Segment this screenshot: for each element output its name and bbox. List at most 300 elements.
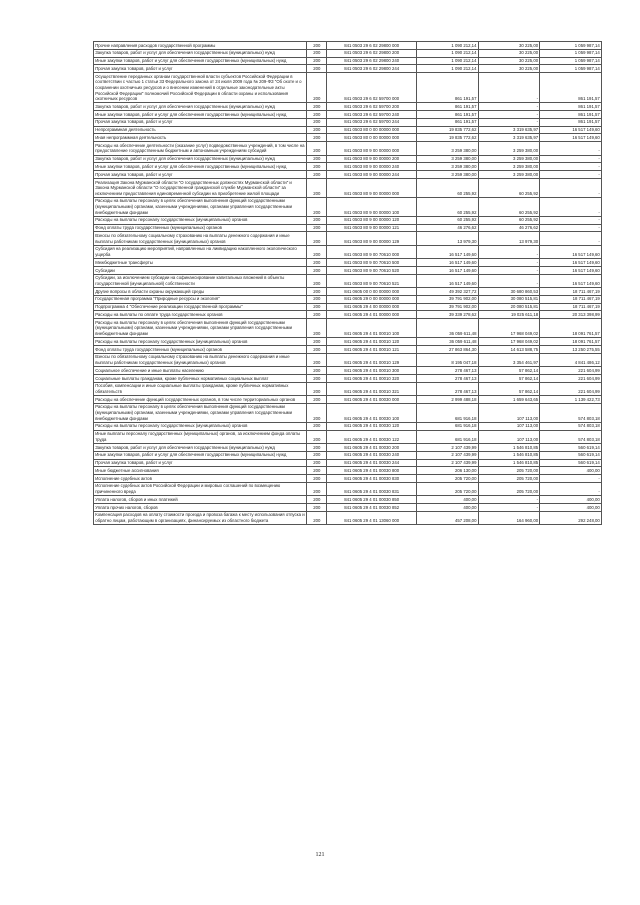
row-name-cell: Расходы на выплаты персоналу в целях обеспечения выполнения функций государственными (муниципальными) органами, казенными учреждениями, органами управления государственными внебюджетными фондами	[94, 319, 307, 338]
row-classification-code-cell: 841 0503 80 9 00 70610 500	[327, 259, 417, 267]
row-executed-amount-cell: 30 225,00	[478, 65, 540, 73]
row-unexecuted-amount-cell: 13 250 275,55	[540, 345, 602, 353]
row-approved-amount-cell: 39 791 902,00	[417, 303, 479, 311]
row-name-cell: Субсидия на реализацию мероприятий, направленных на ликвидацию накопленного экологического ущерба	[94, 245, 307, 258]
row-classification-code-cell: 841 0605 29 4 01 00030 120	[327, 422, 417, 430]
row-kvr-cell: 200	[307, 232, 327, 245]
row-classification-code-cell: 841 0605 29 4 01 00010 100	[327, 319, 417, 338]
row-name-cell: Реализация Закона Мурманской области "О государственных должностях Мурманской области" и Закона Мурманской области "О государственной гражданской службе Мурманской области" за исключением предоставления единовременной субсидии на приобретение жилой площади	[94, 178, 307, 197]
row-classification-code-cell: 841 0605 29 4 01 00010 320	[327, 374, 417, 382]
row-kvr-cell: 200	[307, 338, 327, 346]
table-row	[94, 459, 602, 467]
row-classification-code-cell: 841 0605 29 4 01 00000 000	[327, 311, 417, 319]
row-kvr-cell: 200	[307, 451, 327, 459]
table-row	[94, 295, 602, 303]
row-unexecuted-amount-cell: 16 517 149,60	[540, 274, 602, 287]
row-classification-code-cell: 841 0605 29 4 01 00030 122	[327, 430, 417, 443]
table-row	[94, 303, 602, 311]
row-approved-amount-cell: 861 191,57	[417, 118, 479, 126]
row-classification-code-cell: 841 0605 29 4 01 00010 129	[327, 353, 417, 366]
row-executed-amount-cell: -	[478, 111, 540, 119]
row-approved-amount-cell: 457 208,00	[417, 511, 479, 524]
row-kvr-cell: 200	[307, 134, 327, 142]
table-row	[94, 57, 602, 65]
row-executed-amount-cell: 3 259 380,00	[478, 171, 540, 179]
row-name-cell: Иные закупки товаров, работ и услуг для обеспечения государственных (муниципальных) нужд	[94, 451, 307, 459]
row-name-cell: Иные закупки товаров, работ и услуг для обеспечения государственных (муниципальных) нужд	[94, 111, 307, 119]
row-approved-amount-cell: 205 720,00	[417, 482, 479, 495]
row-name-cell: Исполнение судебных актов Российской Федерации и мировых соглашений по возмещению причиненного вреда	[94, 482, 307, 495]
row-unexecuted-amount-cell: -	[540, 163, 602, 171]
row-approved-amount-cell: 681 916,18	[417, 422, 479, 430]
row-classification-code-cell: 841 0503 80 9 00 00000 129	[327, 232, 417, 245]
row-unexecuted-amount-cell: 16 517 149,60	[540, 245, 602, 258]
row-classification-code-cell: 841 0503 29 6 02 59700 000	[327, 73, 417, 103]
row-classification-code-cell: 841 0605 29 4 01 00010 321	[327, 382, 417, 395]
row-approved-amount-cell: 400,00	[417, 496, 479, 504]
row-unexecuted-amount-cell: 16 517 149,60	[540, 134, 602, 142]
row-approved-amount-cell: 2 107 439,99	[417, 443, 479, 451]
row-executed-amount-cell: 3 319 635,97	[478, 126, 540, 134]
row-classification-code-cell: 841 0605 29 4 01 00010 121	[327, 345, 417, 353]
row-name-cell: Фонд оплаты труда государственных (муниципальных) органов	[94, 224, 307, 232]
table-row	[94, 319, 602, 338]
row-executed-amount-cell: 107 113,00	[478, 403, 540, 422]
row-classification-code-cell: 841 0503 80 0 00 00000 000	[327, 126, 417, 134]
row-name-cell: Расходы на выплаты персоналу в целях обеспечения выполнения функций государственными (муниципальными) органами, казенными учреждениями, органами управления государственными внебюджетными фондами	[94, 197, 307, 216]
row-classification-code-cell: 841 0503 80 9 00 00000 100	[327, 197, 417, 216]
row-kvr-cell: 200	[307, 403, 327, 422]
row-kvr-cell: 200	[307, 49, 327, 57]
row-executed-amount-cell: 1 546 810,85	[478, 459, 540, 467]
row-approved-amount-cell: 16 517 149,60	[417, 266, 479, 274]
row-approved-amount-cell: 16 517 149,60	[417, 245, 479, 258]
row-unexecuted-amount-cell: 1 059 987,14	[540, 49, 602, 57]
row-name-cell: Подпрограмма 4 "Обеспечение реализации государственной программы"	[94, 303, 307, 311]
table-row	[94, 126, 602, 134]
row-classification-code-cell: 841 0605 00 0 00 00000 000	[327, 288, 417, 296]
row-unexecuted-amount-cell: 1 059 987,14	[540, 57, 602, 65]
table-row	[94, 197, 602, 216]
row-classification-code-cell: 841 0503 29 6 02 59700 240	[327, 111, 417, 119]
row-executed-amount-cell: 205 720,00	[478, 467, 540, 475]
row-unexecuted-amount-cell: 574 803,18	[540, 403, 602, 422]
row-approved-amount-cell: 2 107 439,99	[417, 459, 479, 467]
row-approved-amount-cell: 16 517 149,60	[417, 274, 479, 287]
table-row	[94, 511, 602, 524]
row-executed-amount-cell: 3 259 380,00	[478, 155, 540, 163]
table-row	[94, 382, 602, 395]
row-approved-amount-cell: 861 191,57	[417, 111, 479, 119]
row-kvr-cell: 200	[307, 443, 327, 451]
table-row	[94, 216, 602, 224]
row-executed-amount-cell: 60 255,92	[478, 197, 540, 216]
row-approved-amount-cell: 2 999 488,18	[417, 396, 479, 404]
row-name-cell: Взносы по обязательному социальному страхованию на выплаты денежного содержания и иные выплаты работникам государственных (муниципальных) органов	[94, 353, 307, 366]
row-approved-amount-cell: 681 916,18	[417, 430, 479, 443]
row-name-cell: Прочая закупка товаров, работ и услуг	[94, 118, 307, 126]
row-classification-code-cell: 841 0605 29 4 01 00030 850	[327, 496, 417, 504]
table-row	[94, 65, 602, 73]
row-approved-amount-cell: 19 835 772,62	[417, 126, 479, 134]
table-row	[94, 103, 602, 111]
row-name-cell: Прочая закупка товаров, работ и услуг	[94, 65, 307, 73]
row-executed-amount-cell: -	[478, 103, 540, 111]
row-name-cell: Закупка товаров, работ и услуг для обеспечения государственных (муниципальных) нужд	[94, 443, 307, 451]
row-name-cell: Прочая закупка товаров, работ и услуг	[94, 459, 307, 467]
row-executed-amount-cell: 3 259 380,00	[478, 142, 540, 155]
row-approved-amount-cell: 206 130,00	[417, 467, 479, 475]
table-row	[94, 403, 602, 422]
row-approved-amount-cell: 49 392 327,72	[417, 288, 479, 296]
row-unexecuted-amount-cell: -	[540, 224, 602, 232]
row-unexecuted-amount-cell: 16 517 149,60	[540, 266, 602, 274]
row-name-cell: Уплата прочих налогов, сборов	[94, 504, 307, 512]
row-approved-amount-cell: 681 916,18	[417, 403, 479, 422]
row-approved-amount-cell: 861 191,57	[417, 73, 479, 103]
row-name-cell: Фонд оплаты труда государственных (муниципальных) органов	[94, 345, 307, 353]
table-row	[94, 118, 602, 126]
row-executed-amount-cell: 60 255,92	[478, 216, 540, 224]
row-executed-amount-cell: -	[478, 274, 540, 287]
row-unexecuted-amount-cell: 400,00	[540, 496, 602, 504]
row-executed-amount-cell: 30 680 860,53	[478, 288, 540, 296]
row-classification-code-cell: 841 0503 80 9 00 00000 120	[327, 216, 417, 224]
row-executed-amount-cell: 205 720,00	[478, 482, 540, 495]
row-executed-amount-cell: 17 968 049,02	[478, 338, 540, 346]
row-kvr-cell: 200	[307, 311, 327, 319]
row-name-cell: Исполнение судебных актов	[94, 475, 307, 483]
table-row	[94, 274, 602, 287]
row-name-cell: Закупка товаров, работ и услуг для обеспечения государственных (муниципальных) нужд	[94, 155, 307, 163]
row-name-cell: Субсидии, за исключением субсидии на софинансирование капитальных вложений в объекты государственной (муниципальной) собственности	[94, 274, 307, 287]
row-name-cell: Иные закупки товаров, работ и услуг для обеспечения государственных (муниципальных) нужд	[94, 163, 307, 171]
row-executed-amount-cell: 1 659 643,65	[478, 396, 540, 404]
row-kvr-cell: 200	[307, 396, 327, 404]
row-executed-amount-cell: 3 259 380,00	[478, 163, 540, 171]
row-approved-amount-cell: 60 255,92	[417, 197, 479, 216]
row-classification-code-cell: 841 0503 80 9 00 00000 240	[327, 163, 417, 171]
row-name-cell: Субсидии	[94, 266, 307, 274]
row-kvr-cell: 200	[307, 178, 327, 197]
row-approved-amount-cell: 205 720,00	[417, 475, 479, 483]
row-executed-amount-cell: 60 255,92	[478, 178, 540, 197]
row-unexecuted-amount-cell: 861 191,57	[540, 118, 602, 126]
row-kvr-cell: 200	[307, 171, 327, 179]
row-classification-code-cell: 841 0503 80 9 00 70610 521	[327, 274, 417, 287]
row-unexecuted-amount-cell: -	[540, 197, 602, 216]
row-kvr-cell: 200	[307, 374, 327, 382]
row-approved-amount-cell: 36 059 611,48	[417, 338, 479, 346]
row-unexecuted-amount-cell: -	[540, 155, 602, 163]
row-executed-amount-cell: -	[478, 504, 540, 512]
table-row	[94, 73, 602, 103]
row-approved-amount-cell: 1 090 212,14	[417, 49, 479, 57]
row-unexecuted-amount-cell: -	[540, 216, 602, 224]
row-unexecuted-amount-cell: 18 091 761,57	[540, 319, 602, 338]
row-name-cell: Расходы на обеспечение функций государственных органов, в том числе территориальных органов	[94, 396, 307, 404]
row-unexecuted-amount-cell: 560 619,14	[540, 443, 602, 451]
row-approved-amount-cell: 278 467,13	[417, 374, 479, 382]
row-classification-code-cell: 841 0605 29 4 01 00030 800	[327, 467, 417, 475]
table-row	[94, 42, 602, 50]
row-name-cell: Другие вопросы в области охраны окружающей среды	[94, 288, 307, 296]
row-kvr-cell: 200	[307, 382, 327, 395]
row-kvr-cell: 200	[307, 266, 327, 274]
table-row	[94, 266, 602, 274]
row-executed-amount-cell: -	[478, 73, 540, 103]
row-unexecuted-amount-cell: 16 517 149,60	[540, 259, 602, 267]
row-unexecuted-amount-cell: 574 803,18	[540, 430, 602, 443]
row-kvr-cell: 200	[307, 475, 327, 483]
row-executed-amount-cell: 14 613 588,75	[478, 345, 540, 353]
row-classification-code-cell: 841 0605 29 4 01 00030 831	[327, 482, 417, 495]
table-row	[94, 396, 602, 404]
row-unexecuted-amount-cell: 574 803,18	[540, 422, 602, 430]
row-classification-code-cell: 841 0605 29 4 01 00030 830	[327, 475, 417, 483]
row-executed-amount-cell: 57 862,14	[478, 367, 540, 375]
table-row	[94, 49, 602, 57]
row-unexecuted-amount-cell: 221 604,99	[540, 382, 602, 395]
row-name-cell: Социальные выплаты гражданам, кроме публичных нормативных социальных выплат	[94, 374, 307, 382]
row-executed-amount-cell: 19 025 611,18	[478, 311, 540, 319]
row-classification-code-cell: 841 0605 29 0 00 00000 000	[327, 295, 417, 303]
row-name-cell: Взносы по обязательному социальному страхованию на выплаты денежного содержания и иные выплаты работникам государственных (муниципальных) органов	[94, 232, 307, 245]
table-row	[94, 496, 602, 504]
row-executed-amount-cell: 3 354 461,97	[478, 353, 540, 366]
row-kvr-cell: 200	[307, 496, 327, 504]
row-unexecuted-amount-cell: 18 711 467,19	[540, 303, 602, 311]
row-approved-amount-cell: 46 276,62	[417, 224, 479, 232]
row-classification-code-cell: 841 0503 80 9 00 70610 520	[327, 266, 417, 274]
row-executed-amount-cell: 1 546 810,85	[478, 443, 540, 451]
row-unexecuted-amount-cell: 400,00	[540, 504, 602, 512]
row-unexecuted-amount-cell: 861 191,57	[540, 73, 602, 103]
row-executed-amount-cell: 13 979,30	[478, 232, 540, 245]
row-executed-amount-cell: 107 113,00	[478, 422, 540, 430]
row-approved-amount-cell: 278 467,13	[417, 382, 479, 395]
row-unexecuted-amount-cell: 400,00	[540, 467, 602, 475]
row-name-cell: Закупка товаров, работ и услуг для обеспечения государственных (муниципальных) нужд	[94, 103, 307, 111]
row-executed-amount-cell: 205 720,00	[478, 475, 540, 483]
row-approved-amount-cell: 36 059 611,48	[417, 319, 479, 338]
table-row	[94, 338, 602, 346]
row-executed-amount-cell: 30 225,00	[478, 42, 540, 50]
row-name-cell: Социальное обеспечение и иные выплаты населению	[94, 367, 307, 375]
row-unexecuted-amount-cell: 560 619,14	[540, 459, 602, 467]
row-unexecuted-amount-cell: 861 191,57	[540, 111, 602, 119]
row-approved-amount-cell: 60 255,92	[417, 216, 479, 224]
row-kvr-cell: 200	[307, 65, 327, 73]
budget-execution-table	[93, 41, 602, 525]
row-classification-code-cell: 841 0605 29 4 01 00030 100	[327, 403, 417, 422]
row-unexecuted-amount-cell: 861 191,57	[540, 103, 602, 111]
row-executed-amount-cell: -	[478, 245, 540, 258]
table-row	[94, 311, 602, 319]
row-classification-code-cell: 841 0503 80 9 00 00000 244	[327, 171, 417, 179]
row-executed-amount-cell: 1 546 810,85	[478, 451, 540, 459]
row-executed-amount-cell: 3 319 635,97	[478, 134, 540, 142]
row-classification-code-cell: 841 0503 80 9 00 00000 000	[327, 142, 417, 155]
table-row	[94, 467, 602, 475]
table-row	[94, 367, 602, 375]
table-row	[94, 232, 602, 245]
row-classification-code-cell: 841 0503 29 6 02 59700 244	[327, 118, 417, 126]
row-kvr-cell: 200	[307, 118, 327, 126]
row-unexecuted-amount-cell: -	[540, 178, 602, 197]
row-kvr-cell: 200	[307, 482, 327, 495]
row-name-cell: Компенсация расходов на оплату стоимости проезда и провоза багажа к месту использования отпуска и обратно лицам, работающим в организациях, финансируемых из областного бюджета	[94, 511, 307, 524]
row-unexecuted-amount-cell: -	[540, 232, 602, 245]
table-row	[94, 163, 602, 171]
table-row	[94, 475, 602, 483]
row-kvr-cell: 200	[307, 422, 327, 430]
row-approved-amount-cell: 2 107 439,99	[417, 451, 479, 459]
row-unexecuted-amount-cell: 221 604,99	[540, 374, 602, 382]
row-approved-amount-cell: 1 090 212,14	[417, 65, 479, 73]
row-name-cell: Прочая закупка товаров, работ и услуг	[94, 171, 307, 179]
row-classification-code-cell: 841 0503 29 6 02 29800 200	[327, 49, 417, 57]
row-kvr-cell: 200	[307, 259, 327, 267]
table-row	[94, 443, 602, 451]
row-approved-amount-cell: 861 191,57	[417, 103, 479, 111]
row-unexecuted-amount-cell: -	[540, 482, 602, 495]
row-executed-amount-cell: 57 862,14	[478, 382, 540, 395]
row-unexecuted-amount-cell: 560 619,14	[540, 451, 602, 459]
row-kvr-cell: 200	[307, 111, 327, 119]
row-approved-amount-cell: 19 835 772,62	[417, 134, 479, 142]
row-classification-code-cell: 841 0605 29 4 00 00000 000	[327, 303, 417, 311]
table-row	[94, 245, 602, 258]
table-row	[94, 178, 602, 197]
row-executed-amount-cell: -	[478, 259, 540, 267]
row-executed-amount-cell: -	[478, 496, 540, 504]
row-classification-code-cell: 841 0503 29 6 02 29800 240	[327, 57, 417, 65]
row-unexecuted-amount-cell: 20 313 398,99	[540, 311, 602, 319]
row-name-cell: Расходы на выплаты персоналу государственных (муниципальных) органов	[94, 422, 307, 430]
row-unexecuted-amount-cell: 1 059 987,14	[540, 65, 602, 73]
row-kvr-cell: 200	[307, 345, 327, 353]
row-unexecuted-amount-cell: 18 711 467,19	[540, 295, 602, 303]
row-name-cell: Расходы на выплаты персоналу в целях обеспечения выполнения функций государственными (муниципальными) органами, казенными учреждениями, органами управления государственными внебюджетными фондами	[94, 403, 307, 422]
row-kvr-cell: 200	[307, 155, 327, 163]
row-kvr-cell: 200	[307, 142, 327, 155]
row-executed-amount-cell: -	[478, 266, 540, 274]
row-kvr-cell: 200	[307, 216, 327, 224]
row-name-cell: Расходы на выплаты персоналу государственных (муниципальных) органов	[94, 338, 307, 346]
table-row	[94, 224, 602, 232]
row-classification-code-cell: 841 0605 29 4 01 13060 000	[327, 511, 417, 524]
row-classification-code-cell: 841 0503 29 6 02 59700 200	[327, 103, 417, 111]
row-kvr-cell: 200	[307, 245, 327, 258]
table-row	[94, 430, 602, 443]
row-classification-code-cell: 841 0605 29 4 01 00030 852	[327, 504, 417, 512]
table-row	[94, 288, 602, 296]
row-executed-amount-cell: 46 276,62	[478, 224, 540, 232]
row-unexecuted-amount-cell: 16 517 149,60	[540, 126, 602, 134]
row-name-cell: Осуществление переданных органам государственной власти субъектов Российской Федерации в соответствии с частью 1 статьи 33 Федерального закона от 24 июля 2009 года № 209-ФЗ "Об охоте и о сохранении охотничьих ресурсов и о внесении изменений в отдельные законодательные акты Российской Федерации" полномочий Российской Федерации в области охраны и использования охотничьих ресурсов	[94, 73, 307, 103]
budget-table-body	[94, 42, 602, 525]
row-name-cell: Иная непрограммная деятельность	[94, 134, 307, 142]
row-unexecuted-amount-cell: 4 841 486,12	[540, 353, 602, 366]
row-classification-code-cell: 841 0503 80 9 00 00000 121	[327, 224, 417, 232]
row-name-cell: Закупка товаров, работ и услуг для обеспечения государственных (муниципальных) нужд	[94, 49, 307, 57]
row-executed-amount-cell: 164 960,00	[478, 511, 540, 524]
row-name-cell: Иные бюджетные ассигнования	[94, 467, 307, 475]
row-kvr-cell: 200	[307, 504, 327, 512]
row-kvr-cell: 200	[307, 57, 327, 65]
row-kvr-cell: 200	[307, 224, 327, 232]
row-unexecuted-amount-cell: 221 604,99	[540, 367, 602, 375]
row-kvr-cell: 200	[307, 319, 327, 338]
row-approved-amount-cell: 13 979,30	[417, 232, 479, 245]
table-row	[94, 259, 602, 267]
row-executed-amount-cell: 17 968 049,02	[478, 319, 540, 338]
row-classification-code-cell: 841 0605 29 4 01 00010 120	[327, 338, 417, 346]
row-classification-code-cell: 841 0503 80 9 00 00000 200	[327, 155, 417, 163]
row-kvr-cell: 200	[307, 288, 327, 296]
row-kvr-cell: 200	[307, 103, 327, 111]
page-number: 121	[315, 852, 325, 858]
row-name-cell: Пособия, компенсации и иные социальные выплаты гражданам, кроме публичных нормативных обязательств	[94, 382, 307, 395]
row-classification-code-cell: 841 0503 29 6 02 29800 244	[327, 65, 417, 73]
row-executed-amount-cell: 30 225,00	[478, 49, 540, 57]
row-name-cell: Расходы на выплаты по оплате труда государственных органов	[94, 311, 307, 319]
row-approved-amount-cell: 3 259 380,00	[417, 171, 479, 179]
table-row	[94, 451, 602, 459]
row-kvr-cell: 200	[307, 295, 327, 303]
row-name-cell: Государственная программа "Природные ресурсы и экология"	[94, 295, 307, 303]
row-name-cell: Межбюджетные трансферты	[94, 259, 307, 267]
row-approved-amount-cell: 39 339 278,62	[417, 311, 479, 319]
row-unexecuted-amount-cell: 1 139 422,73	[540, 396, 602, 404]
row-kvr-cell: 200	[307, 303, 327, 311]
row-executed-amount-cell: 57 862,14	[478, 374, 540, 382]
table-row	[94, 171, 602, 179]
row-kvr-cell: 200	[307, 73, 327, 103]
row-approved-amount-cell: 3 259 380,00	[417, 142, 479, 155]
row-name-cell: Непрограммная деятельность	[94, 126, 307, 134]
table-row	[94, 142, 602, 155]
row-classification-code-cell: 841 0503 80 9 00 70610 000	[327, 245, 417, 258]
row-classification-code-cell: 841 0503 80 0 00 00000 000	[327, 134, 417, 142]
row-name-cell: Расходы на выплаты персоналу государственных (муниципальных) органов	[94, 216, 307, 224]
table-row	[94, 504, 602, 512]
row-unexecuted-amount-cell: 18 091 761,57	[540, 338, 602, 346]
table-row	[94, 345, 602, 353]
row-approved-amount-cell: 39 791 902,00	[417, 295, 479, 303]
row-approved-amount-cell: 3 259 380,00	[417, 155, 479, 163]
row-approved-amount-cell: 400,00	[417, 504, 479, 512]
row-classification-code-cell: 841 0503 29 6 02 29800 000	[327, 42, 417, 50]
row-approved-amount-cell: 278 467,13	[417, 367, 479, 375]
row-executed-amount-cell: 30 080 515,81	[478, 295, 540, 303]
row-kvr-cell: 200	[307, 197, 327, 216]
row-approved-amount-cell: 1 090 212,14	[417, 42, 479, 50]
row-unexecuted-amount-cell: -	[540, 475, 602, 483]
row-classification-code-cell: 841 0605 29 4 01 00030 244	[327, 459, 417, 467]
row-unexecuted-amount-cell: -	[540, 142, 602, 155]
row-kvr-cell: 200	[307, 459, 327, 467]
row-kvr-cell: 200	[307, 163, 327, 171]
row-name-cell: Уплата налогов, сборов и иных платежей	[94, 496, 307, 504]
row-classification-code-cell: 841 0605 29 4 01 00030 000	[327, 396, 417, 404]
row-classification-code-cell: 841 0605 29 4 01 00030 240	[327, 451, 417, 459]
row-classification-code-cell: 841 0503 80 9 00 00000 000	[327, 178, 417, 197]
table-row	[94, 155, 602, 163]
table-row	[94, 111, 602, 119]
row-unexecuted-amount-cell: 1 059 987,14	[540, 42, 602, 50]
